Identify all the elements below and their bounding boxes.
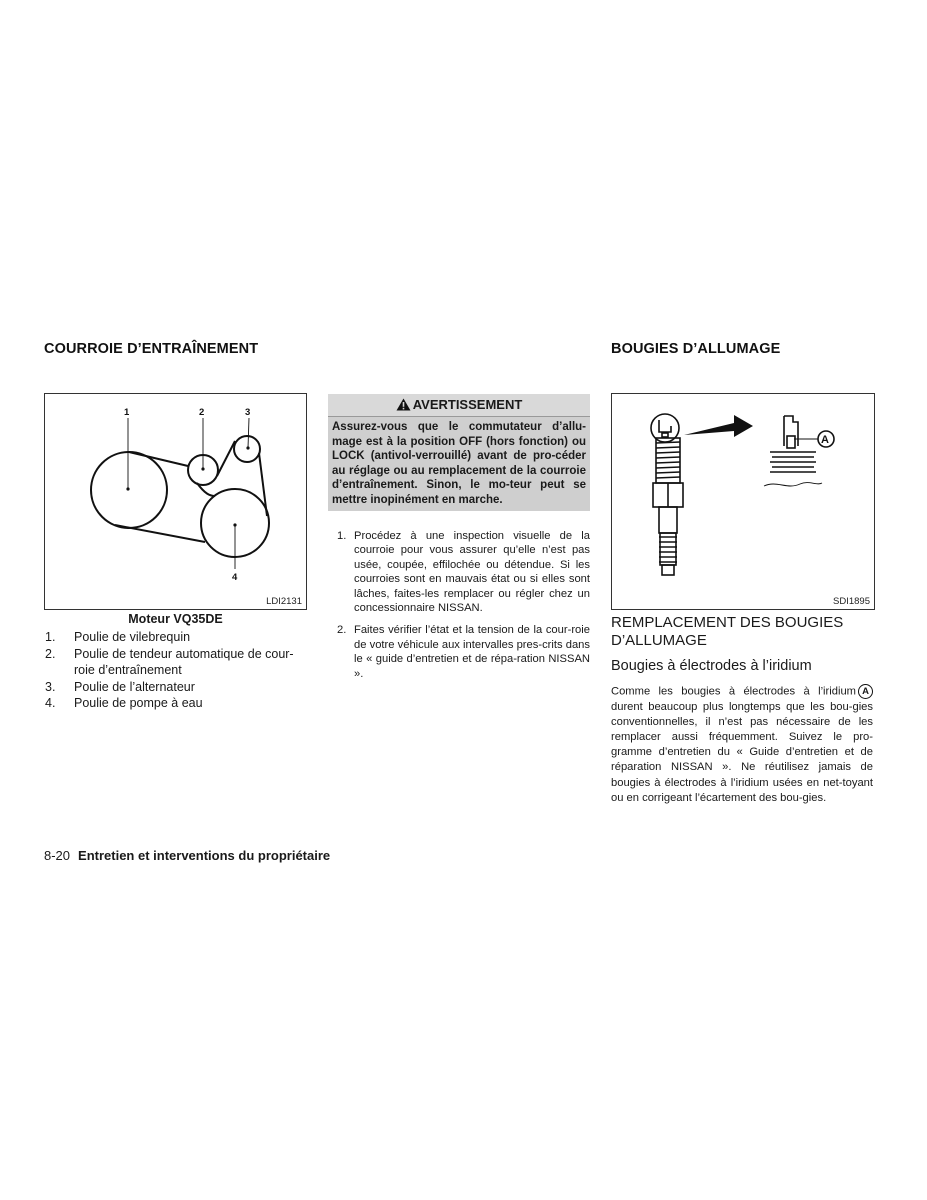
- warning-text: Assurez-vous que le commutateur d’allu-mage est à la position OFF (hors fonction) ou LOCK (antivol-verrouillé) avant de pro-céder au réglage ou au remplacement de la courroie d’entraînement. Sinon, le mo-teur peut se mettre inopinément en marche.: [328, 417, 590, 511]
- list-item: 4. Poulie de pompe à eau: [45, 696, 203, 710]
- list-item: 1. Poulie de vilebrequin: [45, 630, 191, 644]
- section-heading-spark-plugs: BOUGIES D’ALLUMAGE: [611, 341, 781, 357]
- warning-triangle-icon: [396, 398, 411, 411]
- figure-label-2: 2: [199, 407, 205, 418]
- pulley-list: [44, 629, 306, 712]
- page-number: 8-20: [44, 848, 71, 863]
- figure-code: LDI2131: [266, 596, 302, 607]
- warning-box: [328, 394, 590, 511]
- drive-belt-figure: [44, 393, 307, 610]
- section-heading-drive-belt: COURROIE D’ENTRAÎNEMENT: [44, 341, 259, 357]
- belt-steps: [337, 529, 590, 689]
- warning-title: AVERTISSEMENT: [412, 397, 523, 412]
- figure-label-a: A: [821, 434, 829, 446]
- list-item: 2. Faites vérifier l’état et la tension de la cour-roie de votre véhicule aux intervalles pres-crits dans le « guide d’entretien et de répa-ration NISSAN ».: [337, 624, 590, 680]
- list-item: 3. Poulie de l’alternateur: [45, 679, 195, 694]
- figure-code: SDI1895: [833, 596, 870, 607]
- list-item: 1. Procédez à une inspection visuelle de la courroie pour vous assurer qu’elle n’est pas usée, coupée, effilochée ou détendue. Si les courroies sont en mauvais état ou si elles sont lâches, faites-les remplacer ou régler chez un concessionnaire NISSAN.: [337, 530, 590, 615]
- page-footer: [44, 848, 330, 863]
- replacement-heading: REMPLACEMENT DES BOUGIES D’ALLUMAGE: [611, 614, 844, 649]
- drive-belt-diagram: [45, 394, 306, 609]
- list-item: 2. Poulie de tendeur automatique de cour-roie d’entraînement: [45, 646, 294, 677]
- figure-label-1: 1: [124, 407, 130, 418]
- footer-title: Entretien et interventions du propriétaire: [78, 848, 331, 863]
- spark-plug-diagram: [612, 394, 874, 609]
- figure-caption: Moteur VQ35DE: [128, 612, 223, 626]
- figure-label-4: 4: [232, 572, 238, 583]
- iridium-paragraph: Comme les bougies à électrodes à l’iridium A durent beaucoup plus longtemps que les bou-gies conventionnelles, il n’est pas nécessaire de les remplacer aussi fréquemment. Suivez le pro-gramme d’entretien du « Guide d’entretien et de réparation NISSAN ». Ne réutilisez jamais de bougies à électrodes à l’iridium usées en net-toyant ou en corrigeant l’écartement des bou-gies.: [611, 685, 873, 804]
- iridium-heading: Bougies à électrodes à l’iridium: [611, 658, 812, 674]
- warning-header: [328, 394, 590, 417]
- marker-a: A: [858, 684, 873, 699]
- spark-plug-figure: [611, 393, 875, 610]
- figure-label-3: 3: [245, 407, 251, 418]
